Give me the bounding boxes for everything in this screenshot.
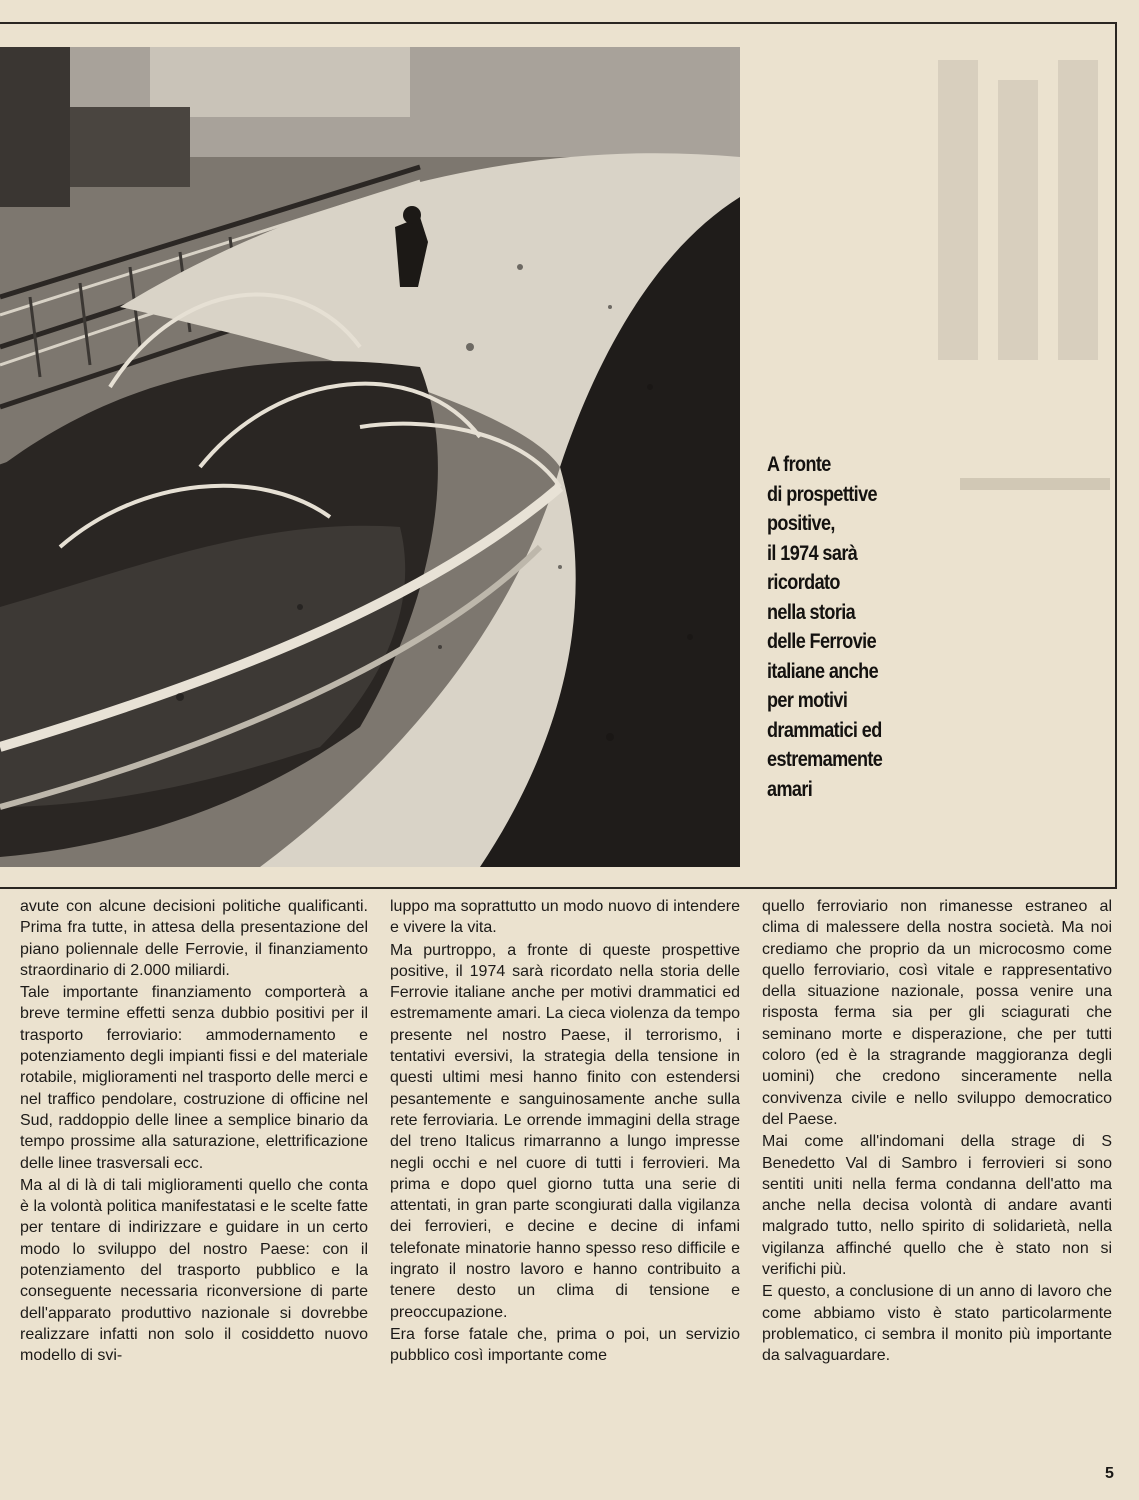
frame-rule-top xyxy=(0,22,1117,24)
pull-quote-line: il 1974 sarà xyxy=(767,541,858,565)
pull-quote-line: ricordato xyxy=(767,571,840,594)
article-paragraph: avute con alcune decisioni politiche qualificanti. Prima fra tutte, in attesa della presentazione del piano poliennale delle Ferrovie, il finanziamento straordinario di 2.000 miliardi. xyxy=(20,898,368,979)
pull-quote-line: amari xyxy=(767,777,813,801)
pull-quote-line: drammatici ed xyxy=(767,718,882,742)
article-paragraph: E questo, a conclusione di un anno di lavoro che come abbiamo visto è stato particolarmente problematico, ci sembra il monito più importante da salvaguardare. xyxy=(762,1283,1112,1365)
pull-quote xyxy=(767,450,939,804)
photo-wrecked-train-carriage xyxy=(0,47,740,867)
article-paragraph: luppo ma soprattutto un modo nuovo di intendere e vivere la vita. xyxy=(390,898,740,937)
article-column-1 xyxy=(20,896,368,1368)
pull-quote-line: di prospettive xyxy=(767,482,877,506)
pull-quote-line: delle Ferrovie xyxy=(767,630,877,653)
article-paragraph: quello ferroviario non rimanesse estraneo al clima di malessere della nostra società. Ma noi crediamo che proprio da un microcosmo come quello ferroviario, così vitale e rappresentativo della situazione nazionale, possa venire una risposta ferma sia per gli sciagurati che seminano morte e disperazione, che per tutti coloro (ed è la stragrande maggioranza degli uomini) che credono sinceramente nella convivenza civile e nello sviluppo democratico del Paese. xyxy=(762,898,1112,1128)
pull-quote-line: positive, xyxy=(767,512,835,535)
article-paragraph: Tale importante finanziamento comporterà a breve termine effetti senza dubbio positivi per il trasporto ferroviario: ammodernamento e potenziamento degli impianti fissi e del materiale rotabile, miglioramenti nel trasporto delle merci e nel traffico pendolare, costruzione di officine nel Sud, raddoppio delle linee a semplice binario da tempo prossime alla saturazione, elettrificazione delle linee trasversali ecc. xyxy=(20,984,368,1172)
page-number: 5 xyxy=(1105,1465,1114,1482)
frame-rule-bottom xyxy=(0,887,1117,889)
article-column-3 xyxy=(762,896,1112,1368)
frame-rule-right xyxy=(1115,22,1117,889)
article-paragraph: Era forse fatale che, prima o poi, un servizio pubblico così importante come xyxy=(390,1325,740,1365)
article-paragraph: Ma purtroppo, a fronte di queste prospettive positive, il 1974 sarà ricordato nella storia delle Ferrovie italiane anche per motivi drammatici ed estremamente amari. La cieca violenza da tempo presente nel nostro Paese, il terrorismo, i tentativi eversivi, la strategia della tensione in questi ultimi mesi hanno finito con estendersi pesantemente e sanguinosamente anche sulla rete ferroviaria. Le orrende immagini della strage del treno Italicus rimarranno a lungo impresse negli occhi e nel cuore di tutti i ferrovieri. Ma prima e dopo quel giorno tutta una serie di attentati, in gran parte scongiurati dalla vigilanza dei ferrovieri, e decine e decine di infami telefonate minatorie hanno spesso reso difficile e ingrato il nostro lavoro e hanno contribuito a tenere desto un clima di tensione e preoccupazione. xyxy=(390,941,740,1321)
pull-quote-line: per motivi xyxy=(767,689,848,712)
article-column-2 xyxy=(390,896,740,1368)
pull-quote-line: nella storia xyxy=(767,600,856,624)
pull-quote-line: italiane anche xyxy=(767,659,879,683)
article-paragraph: Mai come all'indomani della strage di S Benedetto Val di Sambro i ferrovieri si sono sentiti uniti nella ferma condanna dell'atto ma anche nella decisa volontà di andare avanti malgrado tutto, nello spirito di solidarietà, nella vigilanza affinché quello che è stato non si verifichi più. xyxy=(762,1133,1112,1279)
pull-quote-line: estremamente xyxy=(767,748,883,771)
show-through-bar xyxy=(960,478,1110,490)
article-paragraph: Ma al di là di tali miglioramenti quello che conta è la volontà politica manifestatasi e le scelte fatte per tentare di indirizzare e guidare in un certo modo lo sviluppo del nostro Paese: con il potenziamento del trasporto pubblico e la conseguente necessaria riconversione di parte dell'apparato produttivo nazionale si dovrebbe realizzare infatti non solo il cosiddetto nuovo modello di svi- xyxy=(20,1176,368,1365)
show-through-lettering xyxy=(938,60,1108,360)
pull-quote-line: A fronte xyxy=(767,453,831,476)
